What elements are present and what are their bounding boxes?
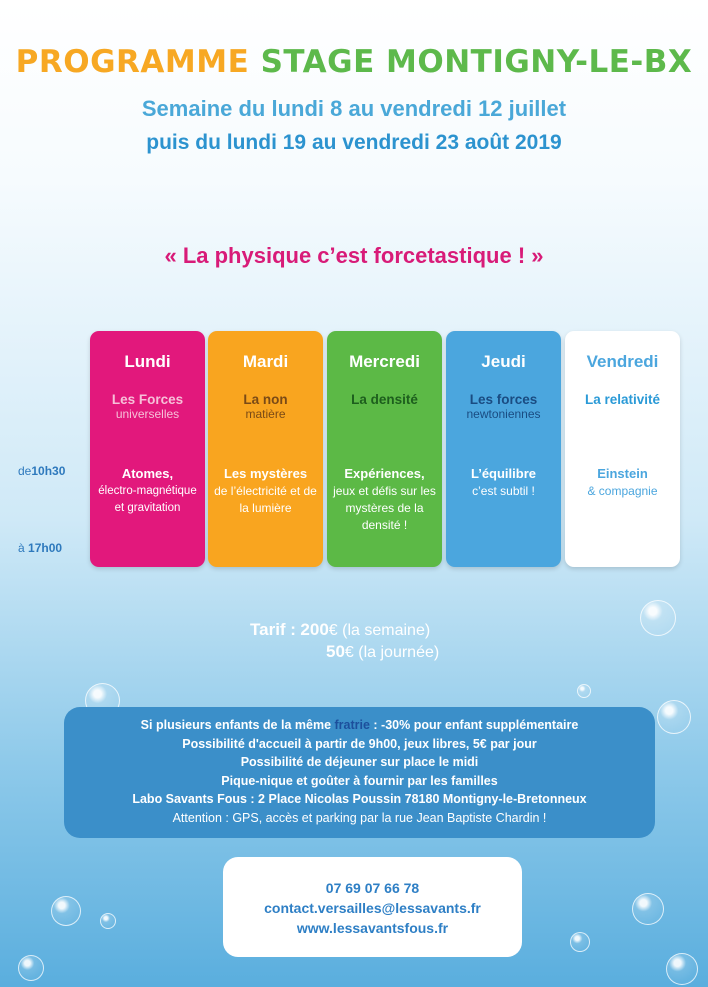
activity-bold: Einstein [597,466,648,481]
bubble-decoration [632,893,664,925]
activity-bold: Les mystères [223,466,308,481]
dates-line-2: puis du lundi 19 au vendredi 23 août 2019 [146,131,562,154]
activity-light: & compagnie [587,484,658,498]
theme-bold: La densité [351,392,418,407]
day-name: Jeudi [481,352,526,371]
contact-email[interactable]: contact.versailles@lessavants.fr [264,900,481,916]
day-activity [327,464,442,534]
title-stage: STAGE MONTIGNY-LE-BX [260,44,693,80]
day-activity [90,464,205,517]
time-start-value: 10h30 [31,464,66,478]
time-end-value: 17h00 [28,541,63,555]
theme-bold: La relativité [584,392,661,407]
time-end-prefix: à [18,541,25,555]
tarif-day [326,642,439,662]
bubble-decoration [18,955,44,981]
day-card-mercredi [327,331,442,567]
day-activity [208,464,323,517]
time-start-prefix: de [18,464,32,478]
time-start [18,464,65,478]
info-box [64,707,655,838]
bubble-decoration [570,932,590,952]
bubble-decoration [640,600,676,636]
day-card-jeudi [446,331,561,567]
theme-bold: La non [243,392,288,407]
day-theme [90,393,205,421]
day-activity [446,464,561,500]
activity-light: jeux et défis sur les mystères de la densité ! [333,484,436,532]
activity-bold: Expériences, [344,466,425,481]
bubble-decoration [51,896,81,926]
time-end [18,541,62,555]
day-name: Mercredi [349,352,420,371]
theme-light: newtoniennes [466,407,541,421]
info-line-welcome: Possibilité d'accueil à partir de 9h00, jeux libres, 5€ par jour [182,736,537,751]
tarif-week-price: 200 [300,620,329,639]
info-line1-highlight: fratrie [334,718,370,732]
day-theme [446,393,561,421]
dates-line-1: Semaine du lundi 8 au vendredi 12 juillet [141,96,567,121]
theme-quote: « La physique c’est forcetastique ! » [164,243,544,268]
bubble-decoration [100,913,116,929]
bubble-decoration [577,684,591,698]
activity-light: électro-magnétique et gravitation [98,485,197,514]
bubble-decoration [666,953,698,985]
day-card-vendredi [565,331,680,567]
info-line1-b: : -30% pour enfant supplémentaire [369,718,579,732]
day-theme [565,393,680,407]
day-name: Vendredi [586,352,659,371]
activity-light: de l’électricité et de la lumière [214,484,317,515]
theme-bold: Les forces [469,392,538,407]
info-line-siblings [64,716,655,735]
day-theme [208,393,323,421]
theme-light: universelles [115,407,180,421]
tarif-week [250,620,430,640]
contact-phone[interactable]: 07 69 07 66 78 [325,880,420,896]
day-card-lundi [90,331,205,567]
tarif-day-unit: € (la journée) [344,644,440,661]
tarif-label: Tarif : [250,620,296,639]
day-theme [327,393,442,407]
theme-light: matière [245,407,286,421]
theme-bold: Les Forces [111,392,184,407]
bubble-decoration [657,700,691,734]
title-programme: PROGRAMME [15,44,250,80]
contact-website[interactable]: www.lessavantsfous.fr [296,920,449,936]
activity-bold: L’équilibre [470,466,536,481]
day-name: Lundi [124,352,171,371]
day-card-mardi [208,331,323,567]
info-line-picnic: Pique-nique et goûter à fournir par les familles [221,773,498,788]
tarif-day-price: 50 [326,642,345,661]
tarif-week-unit: € (la semaine) [328,622,431,639]
info-line-address: Labo Savants Fous : 2 Place Nicolas Poussin 78180 Montigny-le-Bretonneux [132,792,587,807]
page-title [0,44,708,80]
info-line-lunch: Possibilité de déjeuner sur place le midi [240,755,479,770]
activity-light: c’est subtil ! [472,484,535,498]
activity-bold: Atomes, [121,466,174,481]
day-activity [565,464,680,500]
contact-box [223,857,522,957]
day-name: Mardi [242,352,289,371]
info-line-gps: Attention : GPS, accès et parking par la rue Jean Baptiste Chardin ! [172,810,547,825]
info-line1-a: Si plusieurs enfants de la même [140,718,335,732]
